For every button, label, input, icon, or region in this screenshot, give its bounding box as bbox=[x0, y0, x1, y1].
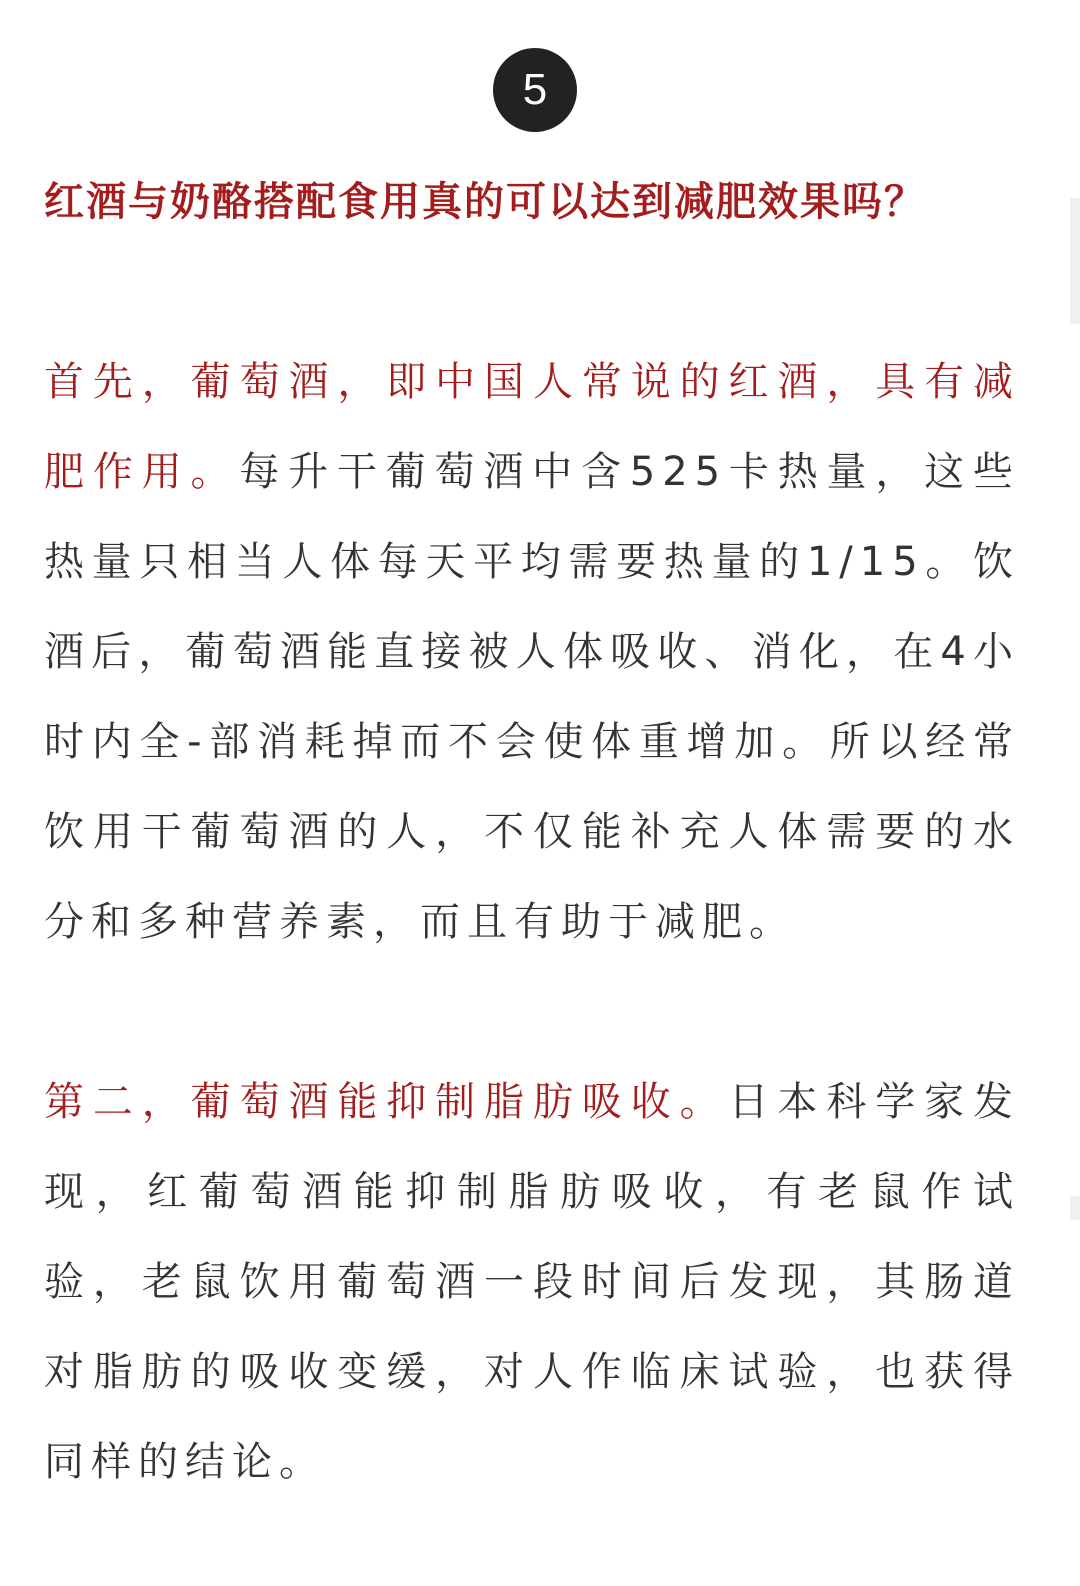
paragraph-1-lead: 首先，葡萄酒，即中国人常说的红酒，具有减肥作用。 bbox=[44, 359, 1020, 495]
article-heading: 红酒与奶酪搭配食用真的可以达到减肥效果吗？ bbox=[44, 179, 926, 225]
section-number-badge: 5 bbox=[493, 48, 577, 132]
paragraph-1-body: 每升干葡萄酒中含525卡热量，这些热量只相当人体每天平均需要热量的1/15。饮酒后，葡萄酒能直接被人体吸收、消化，在4小时内全-部消耗掉而不会使体重增加。所以经常饮用干葡萄酒的人，不仅能补充人体需要的水分和多种营养素，而且有助于减肥。 bbox=[44, 449, 1021, 945]
scroll-indicator[interactable] bbox=[1070, 198, 1080, 324]
paragraph-2-body: 日本科学家发现，红葡萄酒能抑制脂肪吸收，有老鼠作试验，老鼠饮用葡萄酒一段时间后发现，其肠道对脂肪的吸收变缓，对人作临床试验，也获得同样的结论。 bbox=[44, 1079, 1021, 1485]
scroll-indicator-lower bbox=[1070, 1196, 1080, 1220]
paragraph-2 bbox=[44, 1057, 1020, 1507]
paragraph-2-lead: 第二，葡萄酒能抑制脂肪吸收。 bbox=[44, 1079, 729, 1125]
paragraph-1 bbox=[44, 337, 1020, 967]
